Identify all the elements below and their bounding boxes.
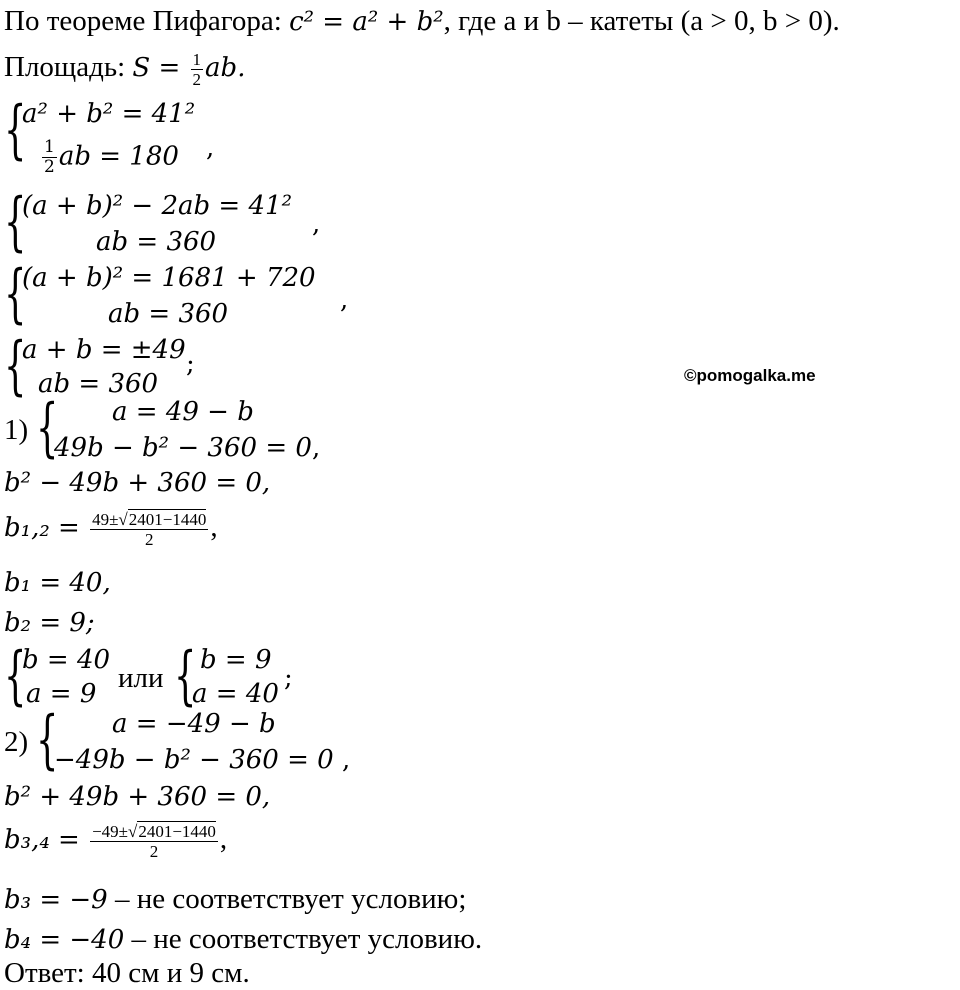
pythagoras-line xyxy=(4,4,840,39)
root-b2: b₂ = 9; xyxy=(4,608,95,638)
watermark: ©pomogalka.me xyxy=(684,366,816,385)
brace: { xyxy=(36,391,59,465)
formula: ab. xyxy=(205,53,246,84)
text: Площадь: xyxy=(4,51,133,84)
brace: { xyxy=(4,93,27,167)
punctuation: , xyxy=(219,823,228,856)
denominator: 2 xyxy=(144,530,154,549)
brace: { xyxy=(4,329,27,403)
system-row: b = 40 xyxy=(22,645,111,675)
system-row: ab = 360 xyxy=(108,299,229,329)
system-row: ab = 360 xyxy=(96,227,217,257)
punctuation: , xyxy=(342,745,351,775)
system-row: −49b − b² − 360 = 0 xyxy=(54,745,334,775)
formula: b₄ = −40 xyxy=(4,925,125,955)
area-line xyxy=(4,50,245,89)
numerator-prefix: 49±√ xyxy=(92,510,128,529)
punctuation: , xyxy=(312,209,321,239)
brace: { xyxy=(174,639,197,713)
brace: { xyxy=(36,703,59,777)
root-b3 xyxy=(4,882,466,917)
system-row: a² + b² = 41² xyxy=(22,99,196,129)
numerator-prefix: −49±√ xyxy=(92,822,138,841)
punctuation: ; xyxy=(284,663,293,693)
fraction xyxy=(90,822,218,861)
denominator: 2 xyxy=(44,157,55,177)
root-b4 xyxy=(4,922,482,957)
denominator: 2 xyxy=(149,842,159,861)
punctuation: , xyxy=(312,433,321,463)
formula: c² = a² + b² xyxy=(289,7,444,37)
or-word: или xyxy=(118,662,164,694)
text: По теореме Пифагора: xyxy=(4,5,290,37)
punctuation: ; xyxy=(186,349,195,379)
text: , где a и b – катеты (a > 0, b > 0). xyxy=(443,5,840,37)
system-row: a = 49 − b xyxy=(112,397,254,427)
system-row: 49b − b² − 360 = 0 xyxy=(54,433,312,463)
formula: b₃,₄ = xyxy=(4,825,89,856)
case-label: 2) xyxy=(4,726,29,758)
quadratic-equation-2: b² + 49b + 360 = 0, xyxy=(4,782,271,812)
case-label: 1) xyxy=(4,414,29,446)
system-row xyxy=(40,138,179,177)
system-row: (a + b)² − 2ab = 41² xyxy=(22,191,292,221)
denominator: 2 xyxy=(192,70,202,89)
system-row: b = 9 xyxy=(200,645,272,675)
radicand: 2401−1440 xyxy=(138,822,216,841)
formula: S = xyxy=(132,53,189,84)
system-row: a = 40 xyxy=(192,679,279,709)
system-row: a = 9 xyxy=(26,679,97,709)
root-b1: b₁ = 40, xyxy=(4,568,111,598)
roots-b34 xyxy=(4,822,227,861)
system-row: a + b = ±49 xyxy=(22,335,186,365)
radicand: 2401−1440 xyxy=(128,510,207,529)
brace: { xyxy=(4,639,27,713)
fraction xyxy=(191,50,204,89)
quadratic-equation-1: b² − 49b + 360 = 0, xyxy=(4,468,271,498)
fraction xyxy=(90,510,208,549)
text: – не соответствует условию; xyxy=(107,883,467,915)
text: ab = 180 xyxy=(58,141,179,172)
punctuation: , xyxy=(210,511,218,544)
formula: b₁,₂ = xyxy=(4,513,89,544)
numerator: 1 xyxy=(192,50,202,69)
numerator: 1 xyxy=(44,137,55,157)
system-row: a = −49 − b xyxy=(112,709,276,739)
text: – не соответствует условию. xyxy=(124,923,483,955)
system-row: ab = 360 xyxy=(38,369,159,399)
roots-b12 xyxy=(4,510,218,549)
formula: b₃ = −9 xyxy=(4,885,108,915)
punctuation: , xyxy=(206,133,215,163)
answer-line: Ответ: 40 см и 9 см. xyxy=(4,957,250,989)
system-row: (a + b)² = 1681 + 720 xyxy=(22,263,316,293)
brace: { xyxy=(4,257,27,331)
brace: { xyxy=(4,185,27,259)
punctuation: , xyxy=(340,285,349,315)
